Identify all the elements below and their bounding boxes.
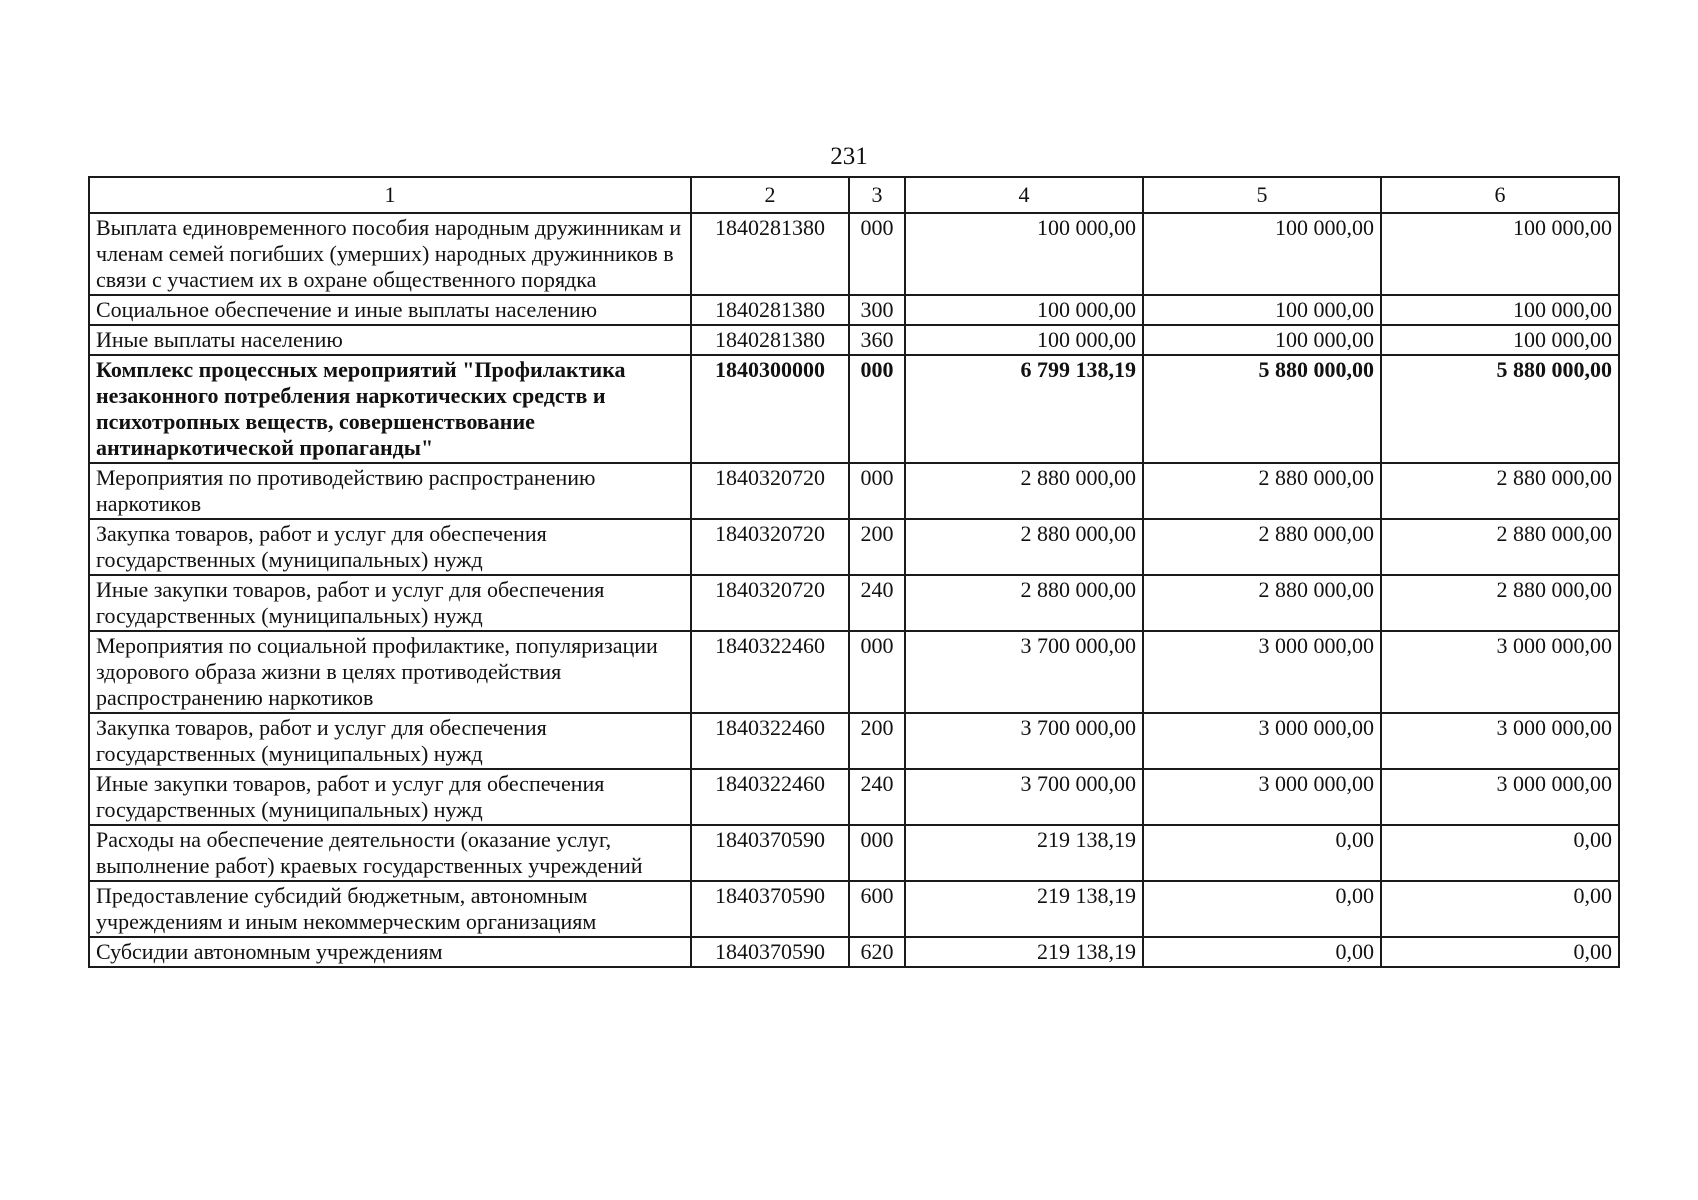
row-amount-col4: 6 799 138,19: [905, 355, 1143, 463]
row-name: Предоставление субсидий бюджетным, автономным учреждениям и иным некоммерческим организациям: [89, 881, 691, 937]
row-name: Иные закупки товаров, работ и услуг для обеспечения государственных (муниципальных) нужд: [89, 575, 691, 631]
row-amount-col4: 100 000,00: [905, 213, 1143, 295]
row-amount-col6: 100 000,00: [1381, 325, 1619, 355]
row-amount-col4: 2 880 000,00: [905, 463, 1143, 519]
row-target-code: 1840320720: [691, 519, 849, 575]
row-expense-kind: 200: [849, 713, 905, 769]
row-target-code: 1840370590: [691, 825, 849, 881]
row-amount-col5: 3 000 000,00: [1143, 631, 1381, 713]
row-amount-col4: 3 700 000,00: [905, 769, 1143, 825]
table-row: [89, 213, 1619, 295]
row-name: Иные выплаты населению: [89, 325, 691, 355]
row-amount-col5: 100 000,00: [1143, 295, 1381, 325]
header-col-5: 5: [1143, 177, 1381, 213]
row-amount-col5: 100 000,00: [1143, 325, 1381, 355]
row-name: Иные закупки товаров, работ и услуг для обеспечения государственных (муниципальных) нужд: [89, 769, 691, 825]
row-name: Социальное обеспечение и иные выплаты населению: [89, 295, 691, 325]
row-amount-col6: 5 880 000,00: [1381, 355, 1619, 463]
table-row: [89, 769, 1619, 825]
header-col-3: 3: [849, 177, 905, 213]
row-expense-kind: 000: [849, 825, 905, 881]
row-amount-col5: 3 000 000,00: [1143, 769, 1381, 825]
row-amount-col5: 5 880 000,00: [1143, 355, 1381, 463]
row-amount-col4: 3 700 000,00: [905, 631, 1143, 713]
row-expense-kind: 240: [849, 769, 905, 825]
row-amount-col4: 3 700 000,00: [905, 713, 1143, 769]
table-row: [89, 825, 1619, 881]
row-amount-col5: 0,00: [1143, 825, 1381, 881]
row-expense-kind: 600: [849, 881, 905, 937]
row-target-code: 1840322460: [691, 631, 849, 713]
row-amount-col4: 100 000,00: [905, 295, 1143, 325]
row-amount-col6: 2 880 000,00: [1381, 519, 1619, 575]
row-expense-kind: 200: [849, 519, 905, 575]
row-name: Мероприятия по социальной профилактике, популяризации здорового образа жизни в целях противодействия распространению наркотиков: [89, 631, 691, 713]
table-row: [89, 713, 1619, 769]
row-amount-col5: 0,00: [1143, 881, 1381, 937]
table-body: [89, 213, 1619, 967]
table-row: [89, 881, 1619, 937]
row-amount-col6: 100 000,00: [1381, 295, 1619, 325]
row-name: Субсидии автономным учреждениям: [89, 937, 691, 967]
row-name: Комплекс процессных мероприятий "Профилактика незаконного потребления наркотических средств и психотропных веществ, совершенствование антинаркотической пропаганды": [89, 355, 691, 463]
row-amount-col5: 3 000 000,00: [1143, 713, 1381, 769]
table-row: [89, 355, 1619, 463]
budget-table: [88, 176, 1620, 968]
header-row: [89, 177, 1619, 213]
row-target-code: 1840320720: [691, 463, 849, 519]
row-amount-col4: 2 880 000,00: [905, 519, 1143, 575]
row-target-code: 1840281380: [691, 213, 849, 295]
row-amount-col6: 2 880 000,00: [1381, 575, 1619, 631]
row-target-code: 1840370590: [691, 881, 849, 937]
row-amount-col4: 100 000,00: [905, 325, 1143, 355]
table-row: [89, 463, 1619, 519]
row-expense-kind: 000: [849, 213, 905, 295]
row-expense-kind: 360: [849, 325, 905, 355]
row-amount-col4: 219 138,19: [905, 937, 1143, 967]
row-target-code: 1840281380: [691, 295, 849, 325]
row-expense-kind: 000: [849, 355, 905, 463]
row-amount-col6: 0,00: [1381, 881, 1619, 937]
row-name: Расходы на обеспечение деятельности (оказание услуг, выполнение работ) краевых государственных учреждений: [89, 825, 691, 881]
header-col-6: 6: [1381, 177, 1619, 213]
table-row: [89, 937, 1619, 967]
table-row: [89, 325, 1619, 355]
row-target-code: 1840300000: [691, 355, 849, 463]
row-amount-col4: 219 138,19: [905, 825, 1143, 881]
header-col-1: 1: [89, 177, 691, 213]
row-name: Мероприятия по противодействию распространению наркотиков: [89, 463, 691, 519]
row-amount-col4: 2 880 000,00: [905, 575, 1143, 631]
table-row: [89, 575, 1619, 631]
row-expense-kind: 300: [849, 295, 905, 325]
row-target-code: 1840370590: [691, 937, 849, 967]
table-row: [89, 631, 1619, 713]
table-row: [89, 295, 1619, 325]
row-amount-col6: 0,00: [1381, 937, 1619, 967]
row-amount-col5: 100 000,00: [1143, 213, 1381, 295]
row-expense-kind: 000: [849, 631, 905, 713]
header-col-4: 4: [905, 177, 1143, 213]
row-amount-col4: 219 138,19: [905, 881, 1143, 937]
row-amount-col5: 2 880 000,00: [1143, 519, 1381, 575]
row-expense-kind: 000: [849, 463, 905, 519]
page-number: 231: [830, 143, 868, 170]
row-amount-col5: 2 880 000,00: [1143, 575, 1381, 631]
row-target-code: 1840320720: [691, 575, 849, 631]
row-name: Закупка товаров, работ и услуг для обеспечения государственных (муниципальных) нужд: [89, 713, 691, 769]
row-target-code: 1840322460: [691, 769, 849, 825]
row-name: Выплата единовременного пособия народным дружинникам и членам семей погибших (умерших) народных дружинников в связи с участием их в охране общественного порядка: [89, 213, 691, 295]
row-amount-col6: 3 000 000,00: [1381, 713, 1619, 769]
row-target-code: 1840281380: [691, 325, 849, 355]
row-amount-col6: 0,00: [1381, 825, 1619, 881]
row-amount-col6: 2 880 000,00: [1381, 463, 1619, 519]
row-name: Закупка товаров, работ и услуг для обеспечения государственных (муниципальных) нужд: [89, 519, 691, 575]
row-expense-kind: 620: [849, 937, 905, 967]
table-row: [89, 519, 1619, 575]
row-target-code: 1840322460: [691, 713, 849, 769]
row-amount-col6: 3 000 000,00: [1381, 631, 1619, 713]
row-expense-kind: 240: [849, 575, 905, 631]
header-col-2: 2: [691, 177, 849, 213]
row-amount-col5: 0,00: [1143, 937, 1381, 967]
row-amount-col6: 100 000,00: [1381, 213, 1619, 295]
row-amount-col6: 3 000 000,00: [1381, 769, 1619, 825]
row-amount-col5: 2 880 000,00: [1143, 463, 1381, 519]
